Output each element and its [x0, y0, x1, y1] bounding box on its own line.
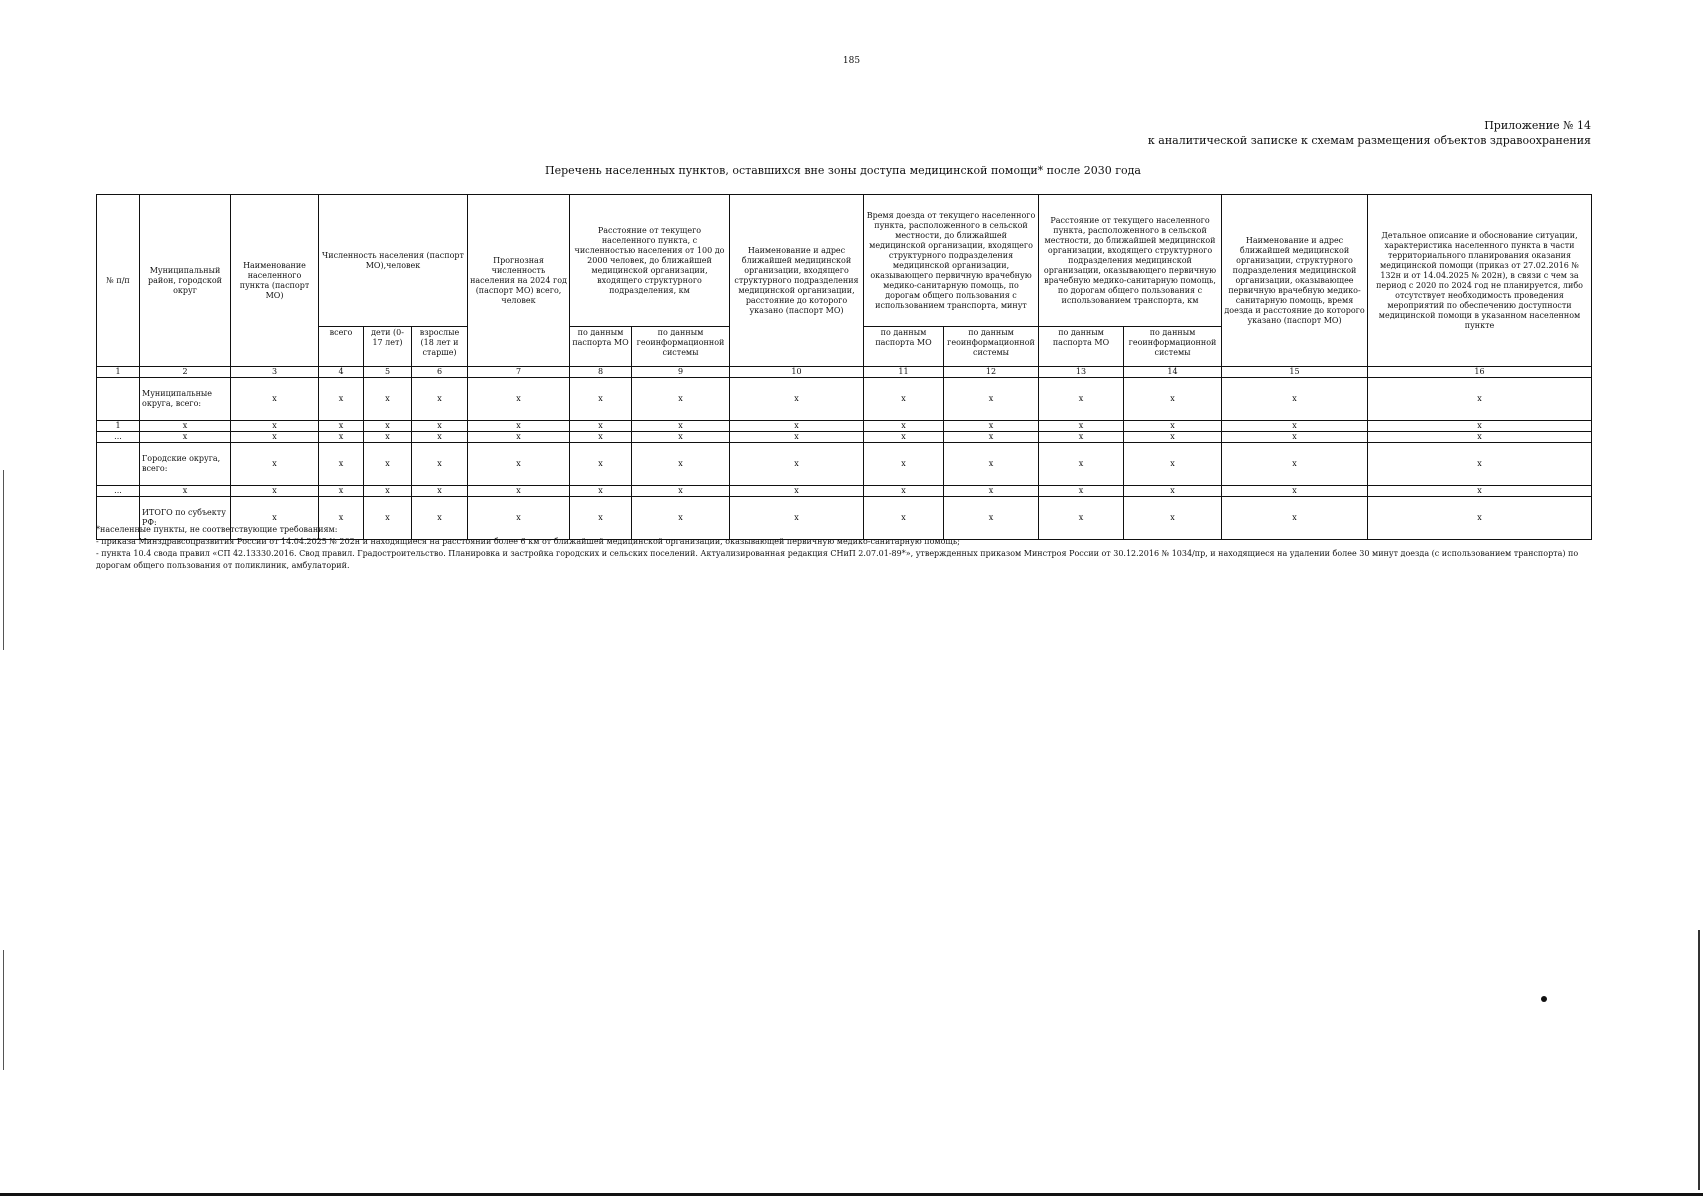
header-distance-to-medical-org: Расстояние от текущего населенного пункта, с численностью населения от 100 до 2000 человек, до ближайшей медицинской организации, входящего структурного подразделения, км — [570, 195, 730, 327]
table-cell: x — [468, 421, 570, 432]
table-cell: x — [412, 497, 468, 540]
table-cell: x — [864, 378, 944, 421]
scan-right-edge — [1698, 930, 1700, 1190]
table-cell: x — [364, 443, 412, 486]
table-cell: ... — [97, 486, 140, 497]
table-cell: x — [944, 421, 1039, 432]
table-cell: x — [319, 443, 364, 486]
column-number: 9 — [632, 367, 730, 378]
appendix-reference: к аналитической записке к схемам размещения объектов здравоохранения — [1147, 134, 1591, 147]
table-cell: x — [319, 432, 364, 443]
table-row — [97, 432, 1592, 443]
table-cell: x — [231, 432, 319, 443]
table-cell: x — [730, 497, 864, 540]
table-cell: x — [730, 421, 864, 432]
document-title: Перечень населенных пунктов, оставшихся вне зоны доступа медицинской помощи* после 2030 года — [545, 164, 1141, 177]
table-cell: x — [944, 432, 1039, 443]
table-cell: x — [944, 443, 1039, 486]
table-cell: x — [412, 486, 468, 497]
scan-bottom-edge — [0, 1193, 1703, 1196]
table-cell: x — [364, 378, 412, 421]
column-number: 12 — [944, 367, 1039, 378]
header-row-number: № п/п — [97, 195, 140, 367]
column-number: 3 — [231, 367, 319, 378]
column-number: 16 — [1368, 367, 1592, 378]
table-cell: x — [944, 486, 1039, 497]
table-cell: x — [730, 486, 864, 497]
header-time-passport: по данным паспорта МО — [864, 327, 944, 367]
table-cell: 1 — [97, 421, 140, 432]
footnotes — [96, 524, 1596, 572]
table-cell: x — [570, 443, 632, 486]
table-cell: x — [632, 432, 730, 443]
column-number: 15 — [1222, 367, 1368, 378]
table-cell: x — [1124, 432, 1222, 443]
table-cell: x — [1222, 443, 1368, 486]
table-cell: x — [140, 486, 231, 497]
table-cell: x — [468, 432, 570, 443]
table-cell: x — [1222, 378, 1368, 421]
table-cell: x — [1124, 378, 1222, 421]
table-cell: x — [468, 443, 570, 486]
table-cell: x — [944, 378, 1039, 421]
header-time-gis: по данным геоинформационной системы — [944, 327, 1039, 367]
table-cell: Городские округа, всего: — [140, 443, 231, 486]
table-cell: x — [231, 378, 319, 421]
column-number: 7 — [468, 367, 570, 378]
settlements-table — [96, 194, 1592, 540]
table-cell: x — [412, 443, 468, 486]
table-cell: x — [1368, 421, 1592, 432]
header-road-distance: Расстояние от текущего населенного пункта, расположенного в сельской местности, до ближайшей медицинской организации, входящего структурного подразделения медицинской организации, оказывающего первичную врачебную медико-санитарную помощь, по дорогам общего пользования с использованием транспорта, км — [1039, 195, 1222, 327]
header-nearest-org-primary-care: Наименование и адрес ближайшей медицинской организации, структурного подразделения медицинской организации, оказывающее первичную врачебную медико-санитарную помощь, время доезда и расстояние до которого указано (паспорт МО) — [1222, 195, 1368, 367]
table-cell: x — [1124, 421, 1222, 432]
header-settlement-name: Наименование населенного пункта (паспорт МО) — [231, 195, 319, 367]
header-population-total: всего — [319, 327, 364, 367]
column-number: 14 — [1124, 367, 1222, 378]
table-cell: x — [1368, 497, 1592, 540]
table-cell: x — [944, 497, 1039, 540]
column-number: 13 — [1039, 367, 1124, 378]
footnote-order: - приказа Минздравсоцразвития России от 14.04.2025 № 202н и находящиеся на расстоянии более 6 км от ближайшей медицинской организации, оказывающей первичную медико-санитарную помощь; — [96, 537, 960, 546]
table-cell: ... — [97, 432, 140, 443]
table-row — [97, 443, 1592, 486]
table-cell: ИТОГО по субъекту РФ: — [140, 497, 231, 540]
table-cell: x — [864, 486, 944, 497]
table-cell: x — [864, 443, 944, 486]
table-body — [97, 378, 1592, 540]
column-number-row — [97, 367, 1592, 378]
table-cell: x — [319, 497, 364, 540]
table-cell: x — [1039, 378, 1124, 421]
table-cell: x — [1222, 497, 1368, 540]
column-number: 10 — [730, 367, 864, 378]
table-cell — [97, 443, 140, 486]
header-population-children: дети (0-17 лет) — [364, 327, 412, 367]
column-number: 11 — [864, 367, 944, 378]
header-nearest-org-name: Наименование и адрес ближайшей медицинской организации, входящего структурного подразделения медицинской организации, расстояние до которого указано (паспорт МО) — [730, 195, 864, 367]
table-cell: x — [570, 421, 632, 432]
table-cell: x — [1368, 443, 1592, 486]
table-cell: x — [864, 421, 944, 432]
table-cell: x — [412, 432, 468, 443]
table-cell — [97, 378, 140, 421]
column-number: 6 — [412, 367, 468, 378]
header-district: Муниципальный район, городской округ — [140, 195, 231, 367]
table-cell: x — [570, 497, 632, 540]
table-cell: x — [864, 432, 944, 443]
table-cell: x — [1222, 486, 1368, 497]
table-cell: x — [140, 432, 231, 443]
table-row — [97, 378, 1592, 421]
table-cell: x — [364, 497, 412, 540]
scan-left-mark — [3, 470, 4, 650]
footnote-building-code: - пункта 10.4 свода правил «СП 42.13330.2016. Свод правил. Градостроительство. Планировка и застройка городских и сельских поселений. Актуализированная редакция СНиП 2.07.01-89*», утвержденных приказом Минстроя России от 30.12.2016 № 1034/пр, и находящиеся на удалении более 30 минут доезда (с использованием транспорта) по дорогам общего пользования от поликлиник, амбулаторий. — [96, 549, 1579, 570]
table-cell: x — [1222, 432, 1368, 443]
table-cell: x — [1039, 443, 1124, 486]
appendix-caption — [1148, 118, 1591, 148]
table-cell: x — [231, 486, 319, 497]
table-cell: x — [468, 378, 570, 421]
header-distance-gis: по данным геоинформационной системы — [632, 327, 730, 367]
table-cell: x — [364, 432, 412, 443]
appendix-number: Приложение № 14 — [1484, 119, 1591, 132]
header-detailed-description: Детальное описание и обоснование ситуации, характеристика населенного пункта в части территориального планирования оказания медицинской помощи (приказ от 27.02.2016 № 132н и от 14.04.2025 № 202н), в связи с чем за период с 2020 по 2024 год не планируется, либо отсутствует необходимость проведения мероприятий по обеспечению доступности медицинской помощи в указанном населенном пункте — [1368, 195, 1592, 367]
page-number: 185 — [842, 56, 861, 66]
table-cell: x — [730, 443, 864, 486]
table-cell: x — [364, 421, 412, 432]
table-cell: x — [468, 486, 570, 497]
table-cell: x — [1368, 486, 1592, 497]
table-cell: x — [319, 378, 364, 421]
header-road-gis: по данным геоинформационной системы — [1124, 327, 1222, 367]
table-cell: x — [1368, 378, 1592, 421]
table-cell: x — [570, 432, 632, 443]
scan-dot-mark — [1541, 996, 1547, 1002]
table-cell: x — [364, 486, 412, 497]
column-number: 2 — [140, 367, 231, 378]
header-population-adults: взрослые (18 лет и старше) — [412, 327, 468, 367]
table-cell: x — [1039, 432, 1124, 443]
table-cell: x — [231, 497, 319, 540]
table-cell: x — [570, 486, 632, 497]
table-cell: x — [412, 421, 468, 432]
table-cell: x — [412, 378, 468, 421]
table-cell: x — [864, 497, 944, 540]
table-cell: x — [231, 421, 319, 432]
table-row — [97, 486, 1592, 497]
table-cell: x — [730, 378, 864, 421]
table-cell: x — [231, 443, 319, 486]
table-cell: x — [140, 421, 231, 432]
table-cell: x — [632, 443, 730, 486]
table-cell: x — [632, 486, 730, 497]
table-cell: x — [1039, 486, 1124, 497]
table-row — [97, 421, 1592, 432]
table-cell: x — [1039, 421, 1124, 432]
scan-left-mark — [3, 950, 4, 1070]
column-number: 1 — [97, 367, 140, 378]
header-distance-passport: по данным паспорта МО — [570, 327, 632, 367]
table-cell: x — [1124, 443, 1222, 486]
table-cell: x — [632, 497, 730, 540]
header-travel-time: Время доезда от текущего населенного пункта, расположенного в сельской местности, до ближайшей медицинской организации, входящего структурного подразделения медицинской организации, оказывающего первичную врачебную медико-санитарную помощь, по дорогам общего пользования с использованием транспорта, минут — [864, 195, 1039, 327]
footnote-intro: *населенные пункты, не соответствующие требованиям: — [96, 525, 338, 534]
table-cell: x — [1368, 432, 1592, 443]
table-cell: x — [1124, 486, 1222, 497]
table-cell: x — [1039, 497, 1124, 540]
column-number: 8 — [570, 367, 632, 378]
table-cell: Муниципальные округа, всего: — [140, 378, 231, 421]
table-cell: x — [1124, 497, 1222, 540]
header-road-passport: по данным паспорта МО — [1039, 327, 1124, 367]
table-cell: x — [319, 421, 364, 432]
column-number: 4 — [319, 367, 364, 378]
table-cell: x — [1222, 421, 1368, 432]
table-cell: x — [468, 497, 570, 540]
column-number: 5 — [364, 367, 412, 378]
header-population: Численность населения (паспорт МО),человек — [319, 195, 468, 327]
table-cell: x — [570, 378, 632, 421]
header-forecast-population: Прогнозная численность населения на 2024 год (паспорт МО) всего, человек — [468, 195, 570, 367]
table-cell: x — [632, 421, 730, 432]
table-cell: x — [730, 432, 864, 443]
table-cell: x — [319, 486, 364, 497]
table-cell: x — [632, 378, 730, 421]
